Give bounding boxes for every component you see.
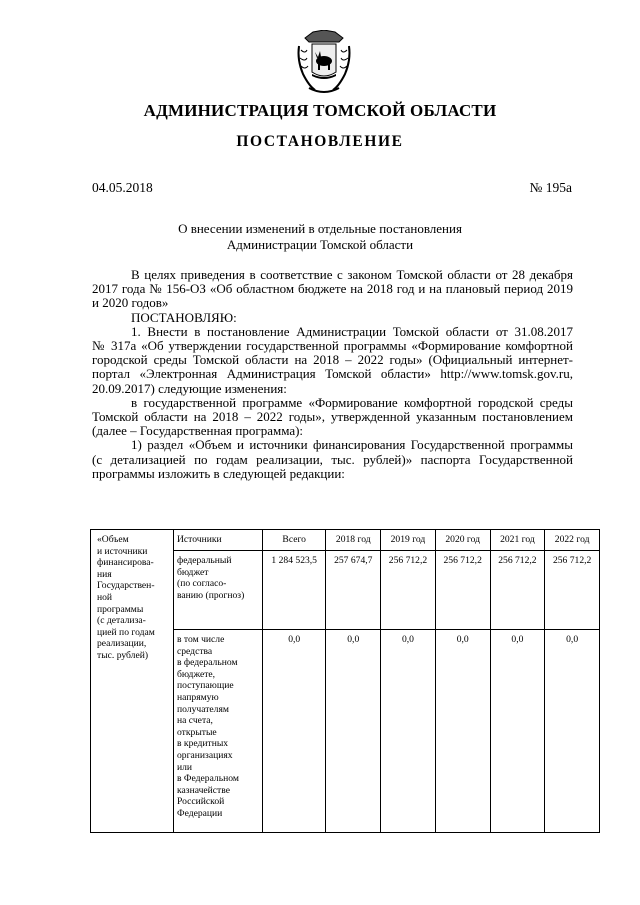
value-cell: 256 712,2 [490,551,545,630]
row-label-line: Государствен- [97,580,155,592]
row-label-line: и источники [97,545,148,557]
paragraph-line: 20.09.2017) следующие изменения: [92,380,287,396]
paragraph-line: в государственной программе «Формирование комфортной городской среды [131,394,573,410]
source-cell [174,630,263,833]
value-cell: 256 712,2 [435,551,490,630]
source-line: открытые [177,726,217,738]
value-cell: 256 712,2 [545,551,600,630]
subject-line: О внесении изменений в отдельные постановления [178,221,462,236]
value-cell: 0,0 [545,630,600,833]
row-label-line: финансирова- [97,557,154,569]
value-cell: 257 674,7 [326,551,381,630]
source-line: организациях [177,749,233,761]
source-line: ванию (прогноз) [177,589,245,601]
document-body [92,268,573,481]
source-line: в Федеральном [177,773,239,785]
header-cell: Источники [174,530,263,551]
value-cell: 0,0 [435,630,490,833]
paragraph-line: (с детализацией по годам реализации, тыс. рублей)» паспорта Государственной [92,451,573,467]
source-line: поступающие [177,680,234,692]
value-cell: 1 284 523,5 [263,551,326,630]
row-label-line: цией по годам [97,626,155,638]
paragraph-line: Томской области на 2018 – 2022 годы», утвержденной указанным постановлением [92,409,573,425]
header-cell: 2021 год [490,530,545,551]
value-cell: 0,0 [263,630,326,833]
source-line: казначействе [177,784,230,796]
value-cell: 0,0 [326,630,381,833]
value-cell: 0,0 [381,630,436,833]
row-label-line: программы [97,603,144,615]
paragraph-line: (далее – Государственная программа): [92,423,304,439]
header-cell: 2022 год [545,530,600,551]
paragraph-line: городской среды Томской области на 2018 – 2022 годы» (Официальный интернет- [92,352,573,368]
financing-table [90,529,600,833]
source-line: Российской [177,796,225,808]
source-line: или [177,761,193,773]
row-label-line: «Объем [97,534,129,545]
row-label-cell [91,530,174,833]
header-cell: Всего [263,530,326,551]
document-type-title: ПОСТАНОВЛЕНИЕ [236,133,404,150]
source-line: бюджете, [177,668,216,680]
paragraph-line: В целях приведения в соответствие с законом Томской области от 28 декабря [131,267,573,282]
header-cell: 2020 год [435,530,490,551]
row-label-line: ной [97,591,113,603]
source-cell [174,551,263,630]
source-line: (по согласо- [177,578,227,590]
source-line: получателям [177,703,229,715]
source-line: Федерации [177,807,223,819]
header-cell: 2019 год [381,530,436,551]
paragraph-line: программы изложить в следующей редакции: [92,465,345,481]
paragraph-line: 1) раздел «Объем и источники финансирования Государственной программы [131,437,573,453]
coat-of-arms-emblem [295,30,353,96]
paragraph-line: портал «Электронная Администрация Томской области» http://www.tomsk.gov.ru, [92,366,573,382]
source-line: в федеральном [177,657,238,669]
value-cell: 256 712,2 [381,551,436,630]
organization-title: АДМИНИСТРАЦИЯ ТОМСКОЙ ОБЛАСТИ [143,101,497,120]
source-line: бюджет [177,566,209,578]
row-label-line: реализации, [97,638,147,650]
row-label-line: (с детализа- [97,615,146,627]
document-date: 04.05.2018 [92,180,153,195]
row-label-line: ния [97,568,112,580]
source-line: в кредитных [177,738,229,750]
value-cell: 0,0 [490,630,545,833]
row-label-line: тыс. рублей) [97,649,149,661]
source-line: на счета, [177,715,213,727]
source-line: напрямую [177,691,219,703]
paragraph-line: 1. Внести в постановление Администрации Томской области от 31.08.2017 [131,323,573,339]
paragraph-line: и 2020 годов» [92,295,169,311]
subject-line: Администрации Томской области [226,236,414,252]
source-line: в том числе [177,634,225,645]
source-line: федеральный [177,555,232,566]
document-subject [0,221,640,252]
paragraph-line: 2017 года № 156-ОЗ «Об областном бюджете на 2018 год и на плановый период 2019 [92,281,573,297]
decree-word: ПОСТАНОВЛЯЮ: [131,309,237,325]
paragraph-line: № 317а «Об утверждении государственной программы «Формирование комфортной [92,338,573,354]
source-line: средства [177,645,213,657]
header-cell: 2018 год [326,530,381,551]
document-number: № 195а [529,180,572,195]
